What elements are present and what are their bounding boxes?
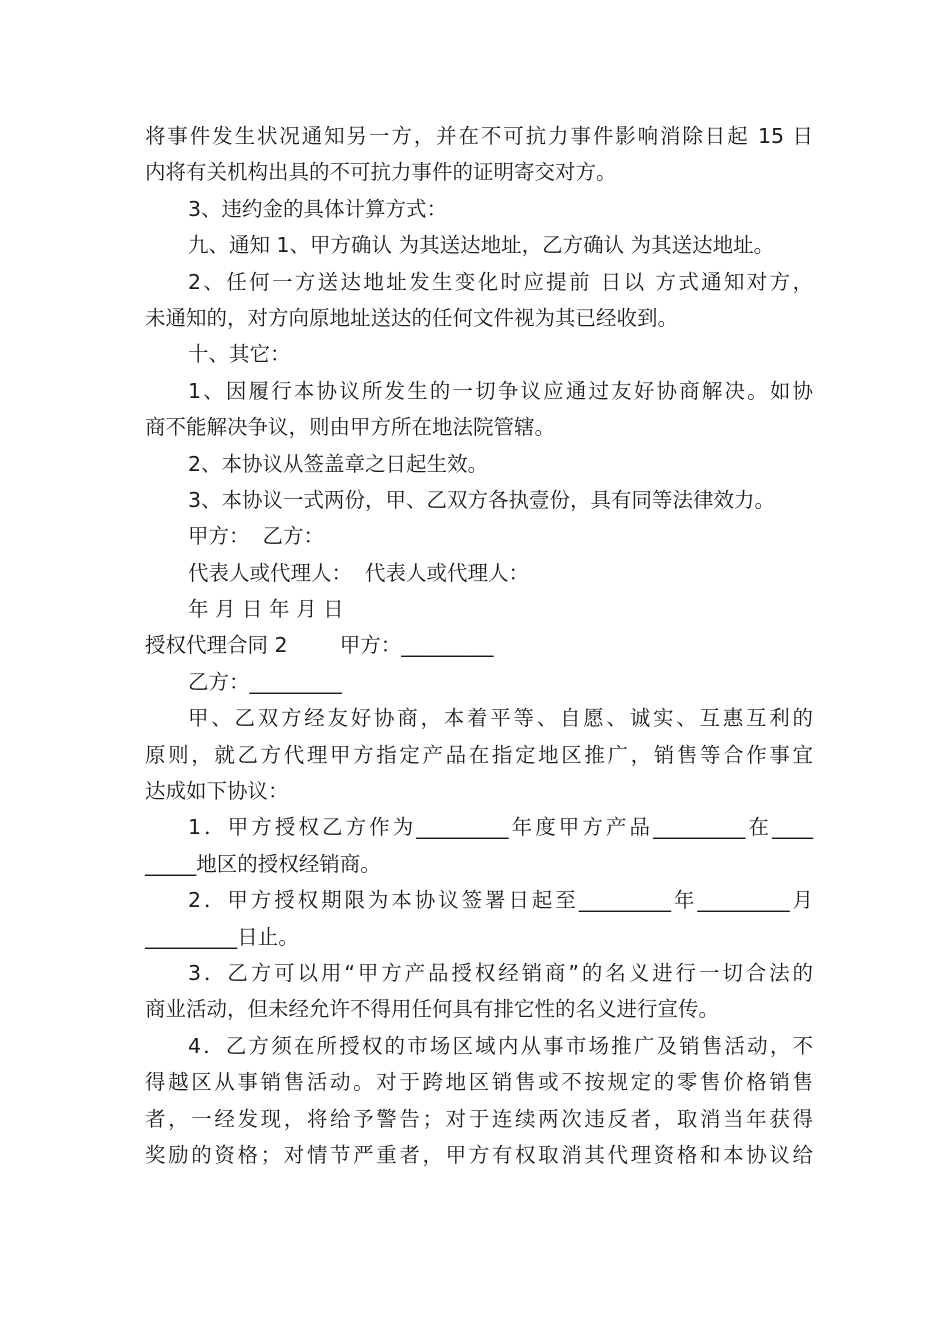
text-line: 者，一经发现，将给予警告；对于连续两次违反者，取消当年获得 xyxy=(145,1106,813,1131)
signature-representatives: 代表人或代理人： 代表人或代理人： xyxy=(188,560,530,585)
text-line: 将事件发生状况通知另一方，并在不可抗力事件影响消除日起 15 日 xyxy=(145,124,813,148)
text-line: 4．乙方须在所授权的市场区域内从事市场推广及销售活动，不 xyxy=(188,1033,813,1058)
party-b-line: 乙方：_________ xyxy=(188,669,342,694)
text-line: 2、任何一方送达地址发生变化时应提前 日以 方式通知对方， xyxy=(188,269,813,294)
text-line: 甲、乙双方经友好协商，本着平等、自愿、诚实、互惠互利的 xyxy=(188,706,813,731)
text-line: _____地区的授权经销商。 xyxy=(145,851,381,876)
text-line: 2、本协议从签盖章之日起生效。 xyxy=(188,451,489,476)
text-line: 原则，就乙方代理甲方指定产品在指定地区推广，销售等合作事宜 xyxy=(145,742,813,767)
text-line: 奖励的资格；对情节严重者，甲方有权取消其代理资格和本协议给 xyxy=(145,1142,813,1167)
text-line: 达成如下协议： xyxy=(145,779,289,804)
signature-parties: 甲方： 乙方： xyxy=(188,524,325,549)
text-line: 得越区从事销售活动。对于跨地区销售或不按规定的零售价格销售 xyxy=(145,1070,813,1095)
text-line: 2．甲方授权期限为本协议签署日起至_________年_________月 xyxy=(188,888,813,913)
text-line: 未通知的，对方向原地址送达的任何文件视为其已经收到。 xyxy=(145,305,678,330)
document-body xyxy=(145,118,813,1173)
text-line: 九、通知 1、甲方确认 为其送达地址，乙方确认 为其送达地址。 xyxy=(188,233,775,258)
text-line: _________日止。 xyxy=(145,924,299,949)
contract-title-line: 授权代理合同 2 甲方：_________ xyxy=(145,633,494,658)
text-line: 1．甲方授权乙方作为_________年度甲方产品_________在____ xyxy=(188,815,813,840)
text-line: 3．乙方可以用“甲方产品授权经销商”的名义进行一切合法的 xyxy=(188,960,813,985)
section-heading: 十、其它： xyxy=(188,342,291,367)
text-line: 内将有关机构出具的不可抗力事件的证明寄交对方。 xyxy=(145,160,617,185)
text-line: 商不能解决争议，则由甲方所在地法院管辖。 xyxy=(145,415,555,440)
text-line: 3、违约金的具体计算方式： xyxy=(188,196,448,221)
text-line: 商业活动，但未经允许不得用任何具有排它性的名义进行宣传。 xyxy=(145,997,719,1022)
signature-dates: 年 月 日 年 月 日 xyxy=(188,597,344,622)
text-line: 1、因履行本协议所发生的一切争议应通过友好协商解决。如协 xyxy=(188,378,813,403)
text-line: 3、本协议一式两份，甲、乙双方各执壹份，具有同等法律效力。 xyxy=(188,487,776,512)
